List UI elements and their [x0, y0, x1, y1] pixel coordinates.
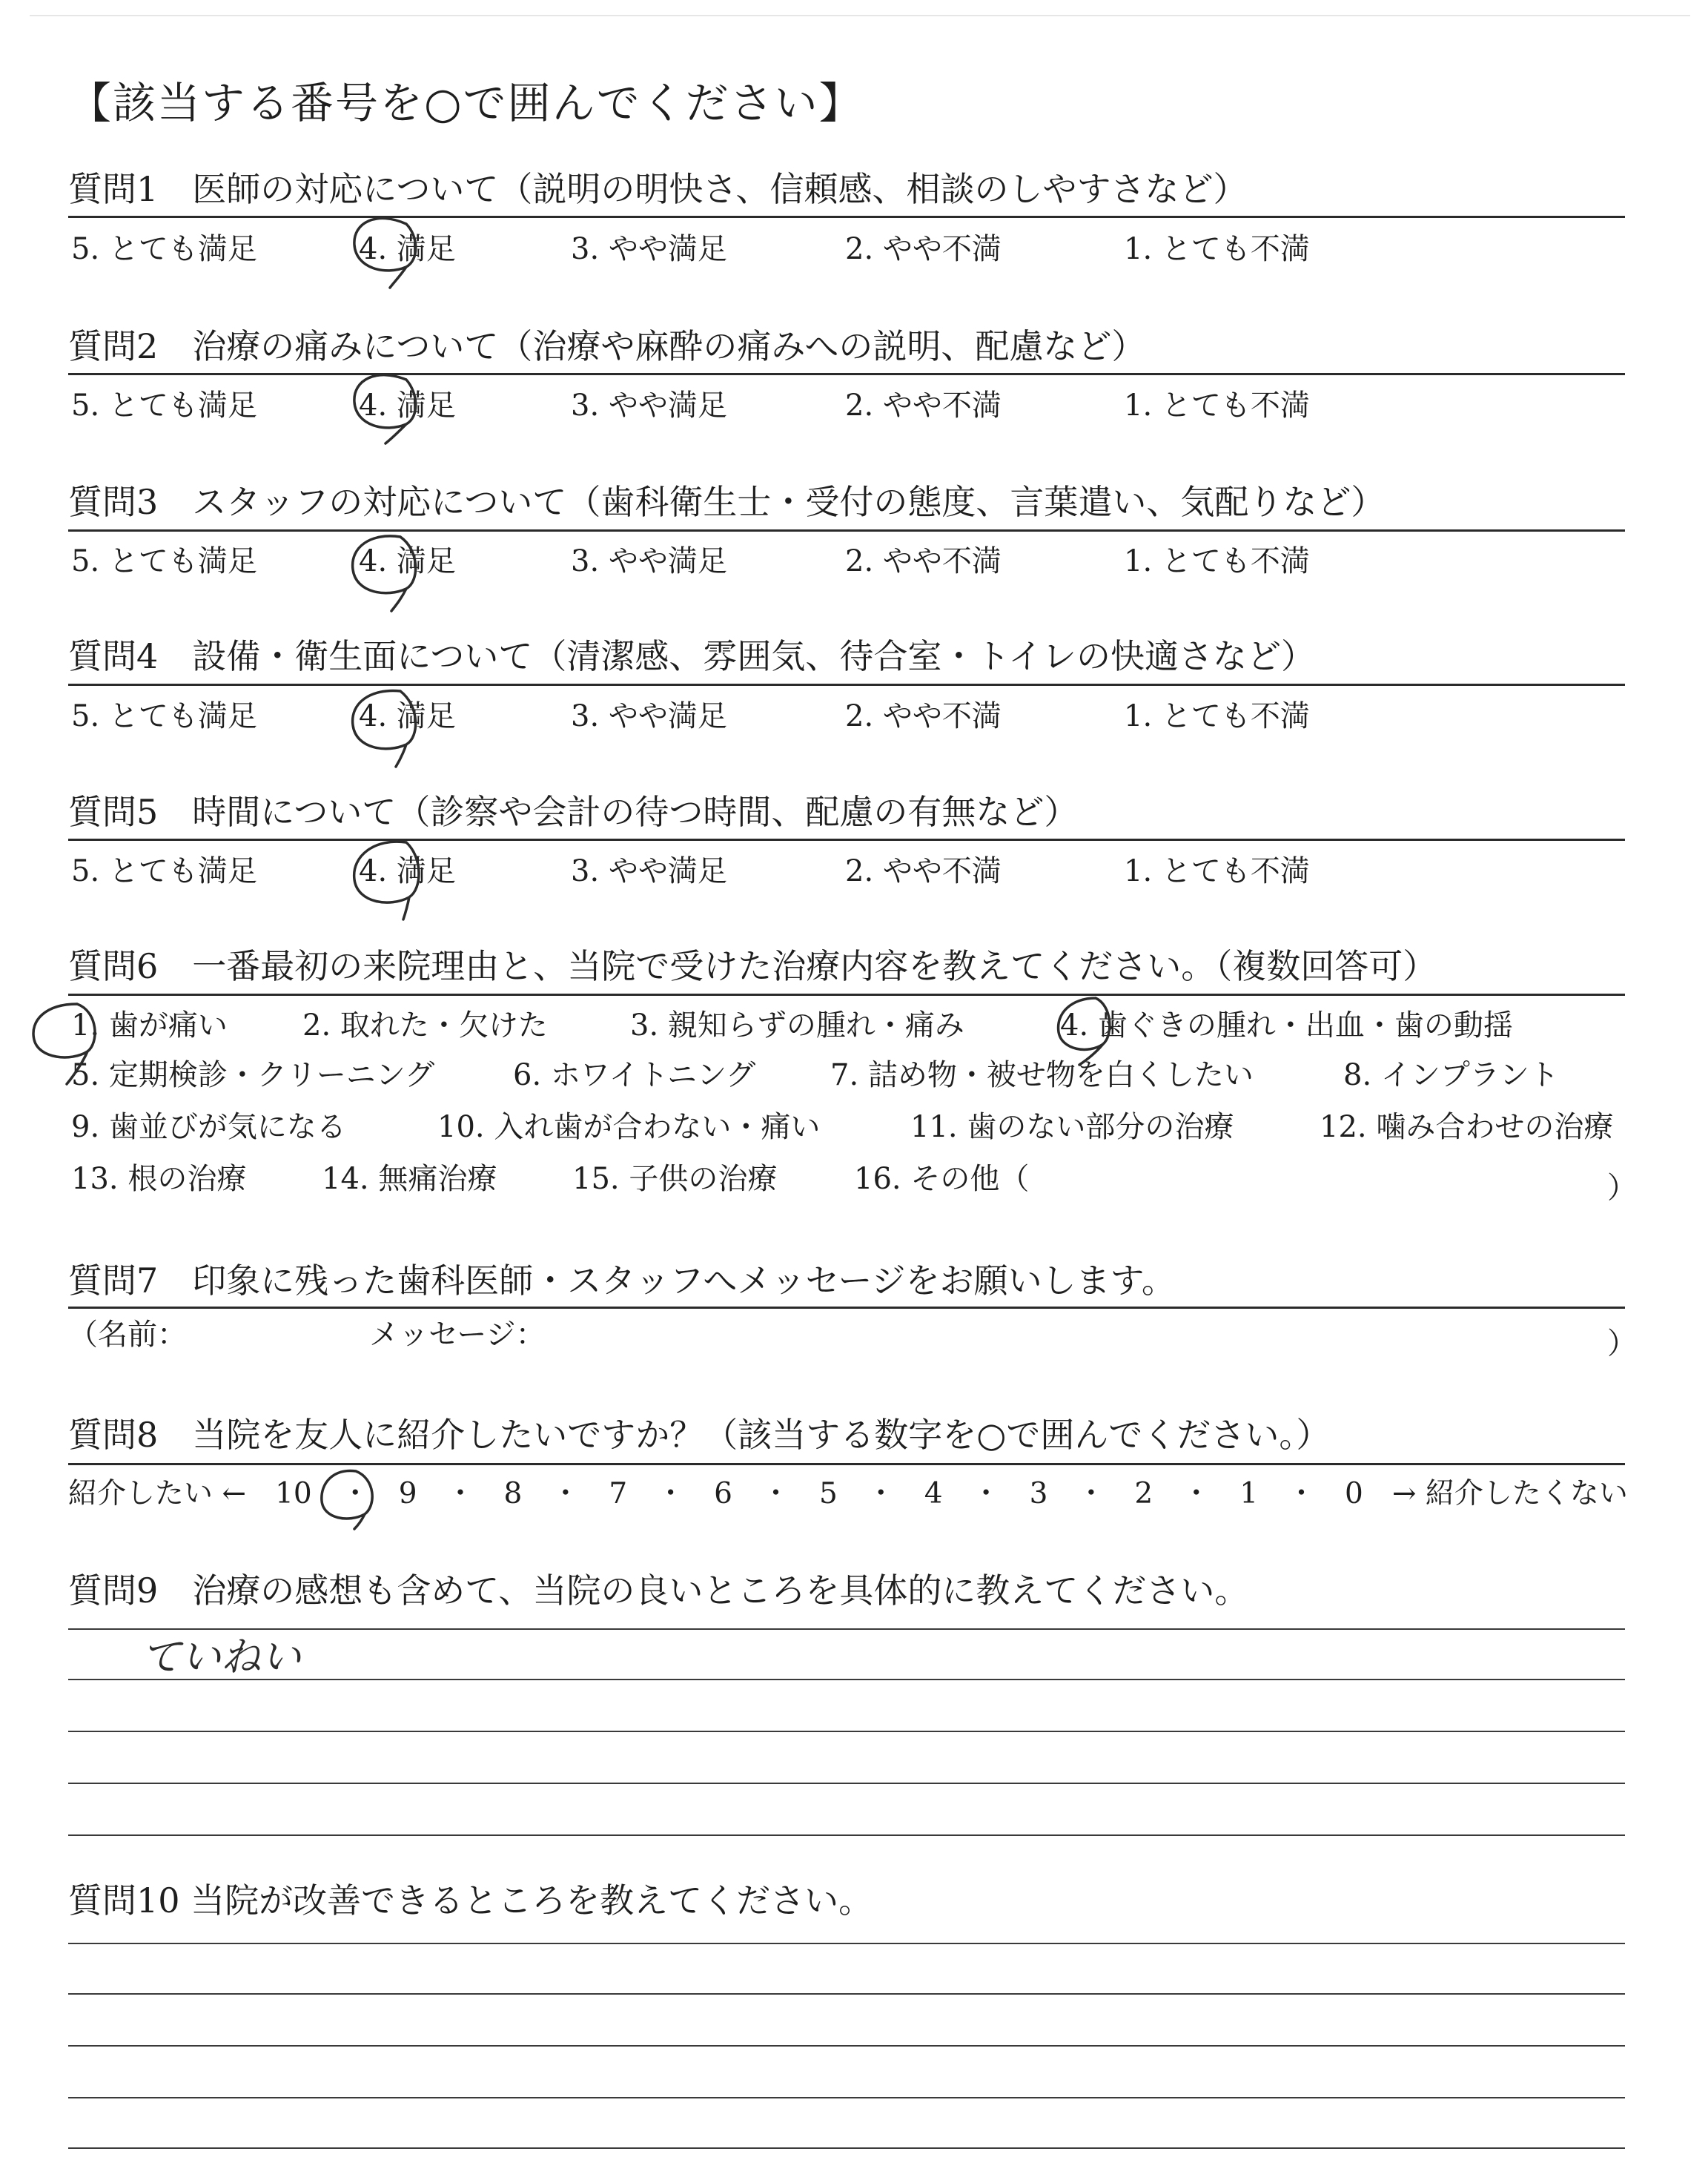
question-5-heading: 質問5 時間について（診察や会計の待つ時間、配慮の有無など） [68, 792, 1079, 832]
q2-option-4[interactable]: 4. 満足 [359, 389, 456, 423]
q6-item-6[interactable]: 6. ホワイトニング [513, 1058, 756, 1092]
question-7-rule [68, 1307, 1625, 1309]
question-10-heading: 質問10 当院が改善できるところを教えてください。 [68, 1880, 873, 1920]
q6-other-close: ） [1607, 1171, 1637, 1205]
q1-option-5[interactable]: 5. とても満足 [71, 232, 257, 266]
q1-option-2[interactable]: 2. やや不満 [845, 232, 1002, 266]
q2-option-5[interactable]: 5. とても満足 [71, 389, 257, 423]
q5-option-5[interactable]: 5. とても満足 [71, 854, 257, 888]
question-3-rule [68, 529, 1625, 532]
q6-item-11[interactable]: 11. 歯のない部分の治療 [910, 1110, 1234, 1144]
q6-item-16[interactable]: 16. その他（ [854, 1162, 1030, 1196]
question-2-heading: 質問2 治療の痛みについて（治療や麻酔の痛みへの説明、配慮など） [68, 326, 1146, 366]
question-3-heading: 質問3 スタッフの対応について（歯科衛生士・受付の態度、言葉遣い、気配りなど） [68, 482, 1386, 522]
q7-close: ） [1607, 1327, 1637, 1361]
q3-option-4[interactable]: 4. 満足 [359, 544, 456, 578]
q10-line-1 [68, 1943, 1625, 1944]
q5-option-3[interactable]: 3. やや満足 [571, 854, 727, 888]
q6-item-2[interactable]: 2. 取れた・欠けた [302, 1008, 548, 1043]
q8-scale[interactable]: 紹介したい ← 10 ・ 9 ・ 8 ・ 7 ・ 6 ・ 5 ・ 4 ・ 3 ・ 2 ・ 1 ・ 0 → 紹介したくない [68, 1477, 1628, 1510]
q6-item-7[interactable]: 7. 詰め物・被せ物を白くしたい [830, 1058, 1254, 1092]
q9-line-3 [68, 1731, 1625, 1732]
q6-item-8[interactable]: 8. インプラント [1343, 1058, 1559, 1092]
question-5-rule [68, 839, 1625, 841]
q3-option-2[interactable]: 2. やや不満 [845, 544, 1002, 578]
q6-item-12[interactable]: 12. 噛み合わせの治療 [1320, 1110, 1614, 1144]
page-title: 【該当する番号を○で囲んでください】 [68, 78, 864, 128]
question-4-heading: 質問4 設備・衛生面について（清潔感、雰囲気、待合室・トイレの快適さなど） [68, 636, 1316, 676]
q4-option-1[interactable]: 1. とても不満 [1124, 699, 1310, 733]
q10-line-2 [68, 1993, 1625, 1995]
question-6-rule [68, 994, 1625, 996]
q10-line-3 [68, 2045, 1625, 2047]
q5-option-2[interactable]: 2. やや不満 [845, 854, 1002, 888]
q2-option-2[interactable]: 2. やや不満 [845, 389, 1002, 423]
q2-option-1[interactable]: 1. とても不満 [1124, 389, 1310, 423]
q9-handwritten-answer: ていねい [141, 1634, 301, 1680]
q1-option-4[interactable]: 4. 満足 [359, 232, 456, 266]
q6-item-13[interactable]: 13. 根の治療 [71, 1162, 247, 1196]
q6-item-14[interactable]: 14. 無痛治療 [322, 1162, 497, 1196]
q1-option-1[interactable]: 1. とても不満 [1124, 232, 1310, 266]
q4-option-4[interactable]: 4. 満足 [359, 699, 456, 733]
q4-option-2[interactable]: 2. やや不満 [845, 699, 1002, 733]
question-1-rule [68, 216, 1625, 218]
q6-item-1[interactable]: 1. 歯が痛い [71, 1008, 228, 1043]
q4-option-3[interactable]: 3. やや満足 [571, 699, 727, 733]
q3-option-3[interactable]: 3. やや満足 [571, 544, 727, 578]
q1-option-3[interactable]: 3. やや満足 [571, 232, 727, 266]
q6-item-4[interactable]: 4. 歯ぐきの腫れ・出血・歯の動揺 [1060, 1008, 1513, 1043]
q6-item-9[interactable]: 9. 歯並びが気になる [71, 1110, 346, 1144]
q7-message-field[interactable]: メッセージ： [369, 1318, 546, 1352]
q6-item-10[interactable]: 10. 入れ歯が合わない・痛い [437, 1110, 821, 1144]
question-2-rule [68, 373, 1625, 375]
top-border [30, 15, 1690, 16]
q9-line-5 [68, 1834, 1625, 1836]
q3-option-1[interactable]: 1. とても不満 [1124, 544, 1310, 578]
question-8-heading: 質問8 当院を友人に紹介したいですか？（該当する数字を○で囲んでください。） [68, 1415, 1331, 1455]
q9-line-2 [68, 1679, 1625, 1680]
q4-option-5[interactable]: 5. とても満足 [71, 699, 257, 733]
q6-item-3[interactable]: 3. 親知らずの腫れ・痛み [630, 1008, 964, 1043]
question-4-rule [68, 684, 1625, 686]
question-7-heading: 質問7 印象に残った歯科医師・スタッフへメッセージをお願いします。 [68, 1261, 1176, 1301]
q10-line-5 [68, 2147, 1625, 2149]
q5-option-4[interactable]: 4. 満足 [359, 854, 456, 888]
question-6-heading: 質問6 一番最初の来院理由と、当院で受けた治療内容を教えてください。（複数回答可） [68, 946, 1437, 986]
q2-option-3[interactable]: 3. やや満足 [571, 389, 727, 423]
question-8-rule [68, 1463, 1625, 1465]
q10-line-4 [68, 2097, 1625, 2098]
question-9-heading: 質問9 治療の感想も含めて、当院の良いところを具体的に教えてください。 [68, 1571, 1249, 1611]
q5-option-1[interactable]: 1. とても不満 [1124, 854, 1310, 888]
question-1-heading: 質問1 医師の対応について（説明の明快さ、信頼感、相談のしやすさなど） [68, 169, 1248, 209]
q3-option-5[interactable]: 5. とても満足 [71, 544, 257, 578]
q9-line-1 [68, 1628, 1625, 1630]
q6-item-15[interactable]: 15. 子供の治療 [572, 1162, 778, 1196]
q6-item-5[interactable]: 5. 定期検診・クリーニング [71, 1058, 435, 1092]
q7-name-field[interactable]: （名前： [68, 1318, 187, 1352]
q9-line-4 [68, 1783, 1625, 1784]
